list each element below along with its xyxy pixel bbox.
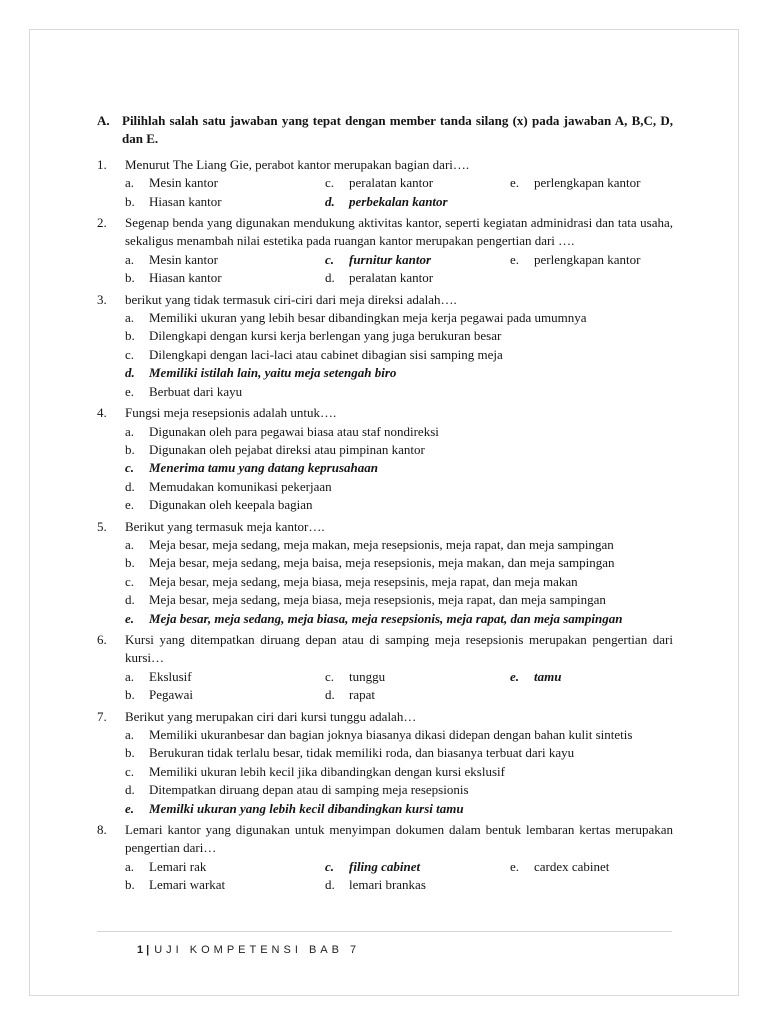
option [125, 174, 325, 192]
question-number: 7. [97, 708, 107, 724]
options [125, 858, 673, 895]
option [325, 174, 510, 192]
question-number: 6. [97, 631, 107, 647]
question [97, 156, 673, 211]
document-page [97, 112, 673, 898]
option-label: a. [125, 310, 135, 326]
option-text: Ditempatkan diruang depan atau di samping meja resepsionis [149, 782, 469, 798]
option-text: Lemari warkat [149, 877, 226, 893]
option-text: lemari brankas [349, 877, 426, 893]
question-content [125, 518, 673, 628]
option-label: b. [125, 687, 135, 703]
option [125, 686, 325, 704]
option-label: c. [125, 346, 135, 362]
option-text: Meja besar, meja sedang, meja baisa, meja resepsionis, meja makan, dan meja sampingan [149, 555, 615, 571]
footer [97, 931, 672, 959]
option [125, 876, 325, 894]
option-label: b. [125, 328, 135, 344]
option [125, 744, 673, 762]
question-text: Lemari kantor yang digunakan untuk menyimpan dokumen dalam bentuk lembaran kertas merupakan pengertian dari… [125, 822, 673, 856]
option [125, 726, 673, 744]
option-text: filing cabinet [349, 858, 421, 874]
option-text: Berbuat dari kayu [149, 383, 243, 399]
question-content [125, 156, 673, 211]
question-content [125, 404, 673, 514]
options [125, 536, 673, 628]
option-text: Meja besar, meja sedang, meja biasa, meja resepsinis, meja rapat, dan meja makan [149, 573, 578, 589]
option-label: b. [125, 877, 135, 893]
option [125, 383, 673, 401]
option-text: Memiliki ukuran yang lebih besar dibandingkan meja kerja pegawai pada umumnya [149, 310, 587, 326]
option [325, 858, 510, 876]
option [125, 478, 673, 496]
option-text: Meja besar, meja sedang, meja biasa, meja resepsionis, meja rapat, dan meja sampingan [149, 592, 606, 608]
question-number: 3. [97, 291, 107, 307]
option-text: peralatan kantor [349, 270, 434, 286]
option-label: d. [325, 687, 335, 703]
option-label: b. [125, 745, 135, 761]
option-text: Menerima tamu yang datang keprusahaan [149, 460, 378, 476]
option [510, 174, 673, 192]
option [125, 536, 673, 554]
option-text: perbekalan kantor [349, 193, 448, 209]
option [510, 668, 673, 686]
instruction [97, 112, 673, 149]
question-content [125, 631, 673, 705]
option-text: rapat [349, 687, 375, 703]
question-text: Kursi yang ditempatkan diruang depan atau di samping meja resepsionis merupakan pengertian dari kursi… [125, 631, 673, 666]
option [125, 573, 673, 591]
option-label: e. [125, 383, 135, 399]
footer-title: UJI KOMPETENSI BAB 7 [154, 944, 361, 956]
option-label: c. [325, 251, 335, 267]
question-text: berikut yang tidak termasuk ciri-ciri dari meja direksi adalah…. [125, 291, 457, 307]
option-label: d. [125, 782, 135, 798]
option-text: Digunakan oleh para pegawai biasa atau staf nondireksi [149, 423, 439, 439]
option-label: a. [125, 858, 135, 874]
option-label: e. [510, 668, 520, 684]
option-label: c. [125, 763, 135, 779]
option [125, 309, 673, 327]
option-label: b. [125, 193, 135, 209]
option-label: c. [125, 573, 135, 589]
option-text: Memiliki ukuran lebih kecil jika dibandingkan dengan kursi ekslusif [149, 763, 505, 779]
option-text: cardex cabinet [534, 858, 610, 874]
question-number: 5. [97, 518, 107, 534]
question-text: Segenap benda yang digunakan mendukung aktivitas kantor, seperti kegiatan adminidrasi dan tata usaha, sekaligus menambah nilai estetika pada ruangan kantor merupakan pengertian dari …. [125, 215, 673, 249]
instruction-text: Pilihlah salah satu jawaban yang tepat dengan member tanda silang (x) pada jawaban A, B,C, D, dan E. [122, 113, 673, 147]
option-text: Dilengkapi dengan laci-laci atau cabinet dibagian sisi samping meja [149, 346, 503, 362]
options [125, 423, 673, 515]
option-label: e. [510, 175, 520, 191]
options [125, 309, 673, 401]
option-text: Lemari rak [149, 858, 207, 874]
option [325, 251, 510, 269]
option [325, 193, 510, 211]
option [510, 858, 673, 876]
question [97, 518, 673, 628]
option [125, 591, 673, 609]
option [125, 251, 325, 269]
question-content [125, 214, 673, 288]
option-label: d. [125, 365, 135, 381]
option-text: Digunakan oleh pejabat direksi atau pimpinan kantor [149, 441, 425, 457]
question [97, 631, 673, 705]
option-text: tunggu [349, 668, 386, 684]
option-label: c. [125, 460, 135, 476]
question [97, 291, 673, 401]
option-text: Hiasan kantor [149, 193, 222, 209]
question [97, 708, 673, 818]
question-content [125, 291, 673, 401]
option [125, 459, 673, 477]
page-number: 1 [137, 944, 144, 956]
option-text: Meja besar, meja sedang, meja biasa, meja resepsionis, meja rapat, dan meja sampingan [149, 610, 623, 626]
question-number: 4. [97, 405, 107, 421]
question-text: Fungsi meja resepsionis adalah untuk…. [125, 405, 337, 421]
option [125, 668, 325, 686]
question [97, 821, 673, 895]
option-label: d. [125, 478, 135, 494]
option-text: peralatan kantor [349, 175, 434, 191]
option-label: a. [125, 536, 135, 552]
option-text: tamu [534, 668, 562, 684]
options [125, 174, 673, 211]
instruction-label: A. [97, 113, 110, 128]
option [125, 800, 673, 818]
option [125, 441, 673, 459]
option-label: b. [125, 555, 135, 571]
option-label: d. [125, 592, 135, 608]
question-content [125, 708, 673, 818]
option-text: furnitur kantor [349, 251, 432, 267]
footer-text [137, 941, 672, 959]
option-text: perlengkapan kantor [534, 251, 641, 267]
option-text: Meja besar, meja sedang, meja makan, meja resepsionis, meja rapat, dan meja sampingan [149, 536, 614, 552]
option [125, 858, 325, 876]
question [97, 404, 673, 514]
option-label: c. [325, 668, 335, 684]
option-label: a. [125, 423, 135, 439]
option [125, 423, 673, 441]
option-label: b. [125, 270, 135, 286]
option [125, 269, 325, 287]
option [125, 364, 673, 382]
question-text: Berikut yang merupakan ciri dari kursi tunggu adalah… [125, 708, 417, 724]
question-text: Berikut yang termasuk meja kantor…. [125, 518, 325, 534]
option-label: d. [325, 877, 335, 893]
option [125, 554, 673, 572]
option [510, 251, 673, 269]
option-label: b. [125, 441, 135, 457]
option-label: e. [510, 858, 520, 874]
option-text: Mesin kantor [149, 251, 218, 267]
options [125, 251, 673, 288]
option-label: a. [125, 727, 135, 742]
option [125, 327, 673, 345]
option-label: a. [125, 251, 135, 267]
option-text: Ekslusif [149, 668, 192, 684]
options [125, 726, 673, 818]
option-text: Memilki ukuran yang lebih kecil dibandingkan kursi tamu [149, 800, 464, 816]
option-label: c. [325, 858, 335, 874]
option [125, 496, 673, 514]
option [325, 269, 510, 287]
option-label: e. [125, 800, 135, 816]
option [325, 876, 510, 894]
option-label: a. [125, 175, 135, 191]
option-label: c. [325, 175, 335, 191]
question-content [125, 821, 673, 895]
option-text: Memudakan komunikasi pekerjaan [149, 478, 332, 494]
option-text: Dilengkapi dengan kursi kerja berlengan yang juga berukuran besar [149, 328, 502, 344]
option-label: a. [125, 668, 135, 684]
questions-list [97, 156, 673, 895]
option-text: Berukuran tidak terlalu besar, tidak memiliki roda, dan biasanya terbuat dari kayu [149, 745, 575, 761]
option-label: d. [325, 193, 335, 209]
option-text: Mesin kantor [149, 175, 218, 191]
option [125, 193, 325, 211]
option-label: e. [125, 610, 135, 626]
option-label: e. [125, 497, 135, 513]
option [125, 763, 673, 781]
question-number: 8. [97, 822, 107, 838]
footer-separator: | [146, 944, 150, 956]
option-text: Digunakan oleh keepala bagian [149, 497, 313, 513]
question-text: Menurut The Liang Gie, perabot kantor merupakan bagian dari…. [125, 156, 470, 172]
option [125, 610, 673, 628]
question [97, 214, 673, 288]
question-number: 2. [97, 215, 107, 231]
option-label: d. [325, 270, 335, 286]
option-text: Memiliki ukuranbesar dan bagian joknya biasanya dikasi didepan dengan bahan kulit sintetis [149, 727, 633, 742]
option-text: Pegawai [149, 687, 194, 703]
question-number: 1. [97, 156, 107, 172]
option-text: Memiliki istilah lain, yaitu meja setengah biro [149, 365, 397, 381]
option-label: e. [510, 251, 520, 267]
option [125, 346, 673, 364]
option [325, 686, 510, 704]
option-text: perlengkapan kantor [534, 175, 641, 191]
option [325, 668, 510, 686]
options [125, 668, 673, 705]
option [125, 781, 673, 799]
option-text: Hiasan kantor [149, 270, 222, 286]
